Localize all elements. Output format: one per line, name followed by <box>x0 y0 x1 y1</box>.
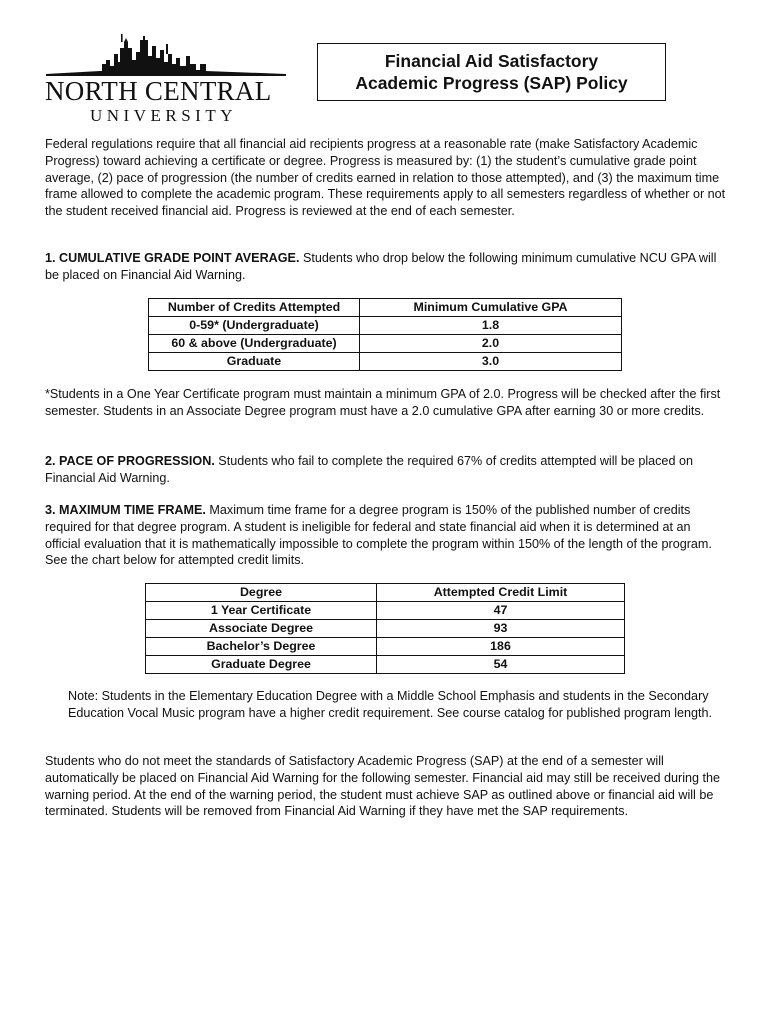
table-cell: 3.0 <box>360 353 622 371</box>
table-cell: Graduate <box>149 353 360 371</box>
gpa-footnote: *Students in a One Year Certificate program must maintain a minimum GPA of 2.0. Progress will be checked after the first semester. Students in an Associate Degree program must have a 2.0 cumulative GPA after earning 30 or more credits. <box>45 387 721 418</box>
table-cell: 60 & above (Undergraduate) <box>149 335 360 353</box>
gpa-table <box>148 298 622 371</box>
table-row <box>146 656 625 674</box>
document-title-box <box>317 43 666 101</box>
table-cell: Associate Degree <box>146 620 377 638</box>
table-cell: 186 <box>377 638 625 656</box>
table-cell: 2.0 <box>360 335 622 353</box>
table-cell: 47 <box>377 602 625 620</box>
table-header-cell: Degree <box>146 584 377 602</box>
table-header-cell: Attempted Credit Limit <box>433 585 568 599</box>
university-logo <box>40 34 290 126</box>
section-pace <box>45 453 729 487</box>
title-line-2: Academic Progress (SAP) Policy <box>355 73 628 93</box>
table-header-row <box>149 299 622 317</box>
table-row <box>146 620 625 638</box>
section-pace-heading: 2. PACE OF PROGRESSION. <box>45 454 215 468</box>
table-header-row <box>146 584 625 602</box>
title-line-1: Financial Aid Satisfactory <box>384 51 599 71</box>
table-row <box>149 353 622 371</box>
table-cell: 93 <box>377 620 625 638</box>
section-gpa-text: Students who drop below the following minimum cumulative NCU GPA will be placed on Financial Aid Warning. <box>45 251 717 282</box>
table-row <box>149 335 622 353</box>
table-cell: 54 <box>377 656 625 674</box>
section-gpa <box>45 250 729 284</box>
section-max-time-text: Maximum time frame for a degree program is 150% of the published number of credits required for that degree program. A student is ineligible for federal and state financial aid when it is determined at an official evaluation that it is mathematically impossible to complete the program within 150% of the length of the program. See the chart below for attempted credit limits. <box>45 503 712 568</box>
table-cell: 1 Year Certificate <box>146 602 377 620</box>
table-header-cell: Minimum Cumulative GPA <box>413 300 568 314</box>
table-row <box>149 317 622 335</box>
credit-limit-table <box>145 583 625 674</box>
section-gpa-heading: 1. CUMULATIVE GRADE POINT AVERAGE. <box>45 251 300 265</box>
section-max-time-heading: 3. MAXIMUM TIME FRAME. <box>45 503 206 517</box>
table-header-cell: Number of Credits Attempted <box>149 299 360 317</box>
city-skyline-icon <box>40 34 290 78</box>
table-row <box>146 638 625 656</box>
section-max-time <box>45 502 729 569</box>
table-cell: Bachelor’s Degree <box>146 638 377 656</box>
intro-paragraph: Federal regulations require that all financial aid recipients progress at a reasonable rate (make Satisfactory Academic Progress) toward achieving a certificate or degree. Progress is measured by: (1) the student’s cumulative grade point average, (2) pace of progression (the number of credits earned in relation to those attempted), and (3) the maximum time frame allowed to complete the academic program. These requirements apply to all semesters regardless of whether or not the student received financial aid. Progress is reviewed at the end of each semester. <box>45 137 726 219</box>
table-row <box>146 602 625 620</box>
section-pace-text: Students who fail to complete the required 67% of credits attempted will be placed on Financial Aid Warning. <box>45 454 693 485</box>
logo-subtitle: UNIVERSITY <box>90 106 237 125</box>
logo-wordmark: NORTH CENTRAL <box>45 76 272 106</box>
program-note: Note: Students in the Elementary Education Degree with a Middle School Emphasis and students in the Secondary Education Vocal Music program have a higher credit requirement. See course catalog for published program length. <box>68 689 713 720</box>
table-cell: 1.8 <box>360 317 622 335</box>
closing-paragraph: Students who do not meet the standards of Satisfactory Academic Progress (SAP) at the end of a semester will automatically be placed on Financial Aid Warning for the following semester. Financial aid may still be received during the warning period. At the end of the warning period, the student must achieve SAP as outlined above or financial aid will be terminated. Students will be removed from Financial Aid Warning if they have met the SAP requirements. <box>45 754 721 819</box>
table-cell: Graduate Degree <box>146 656 377 674</box>
table-cell: 0-59* (Undergraduate) <box>149 317 360 335</box>
